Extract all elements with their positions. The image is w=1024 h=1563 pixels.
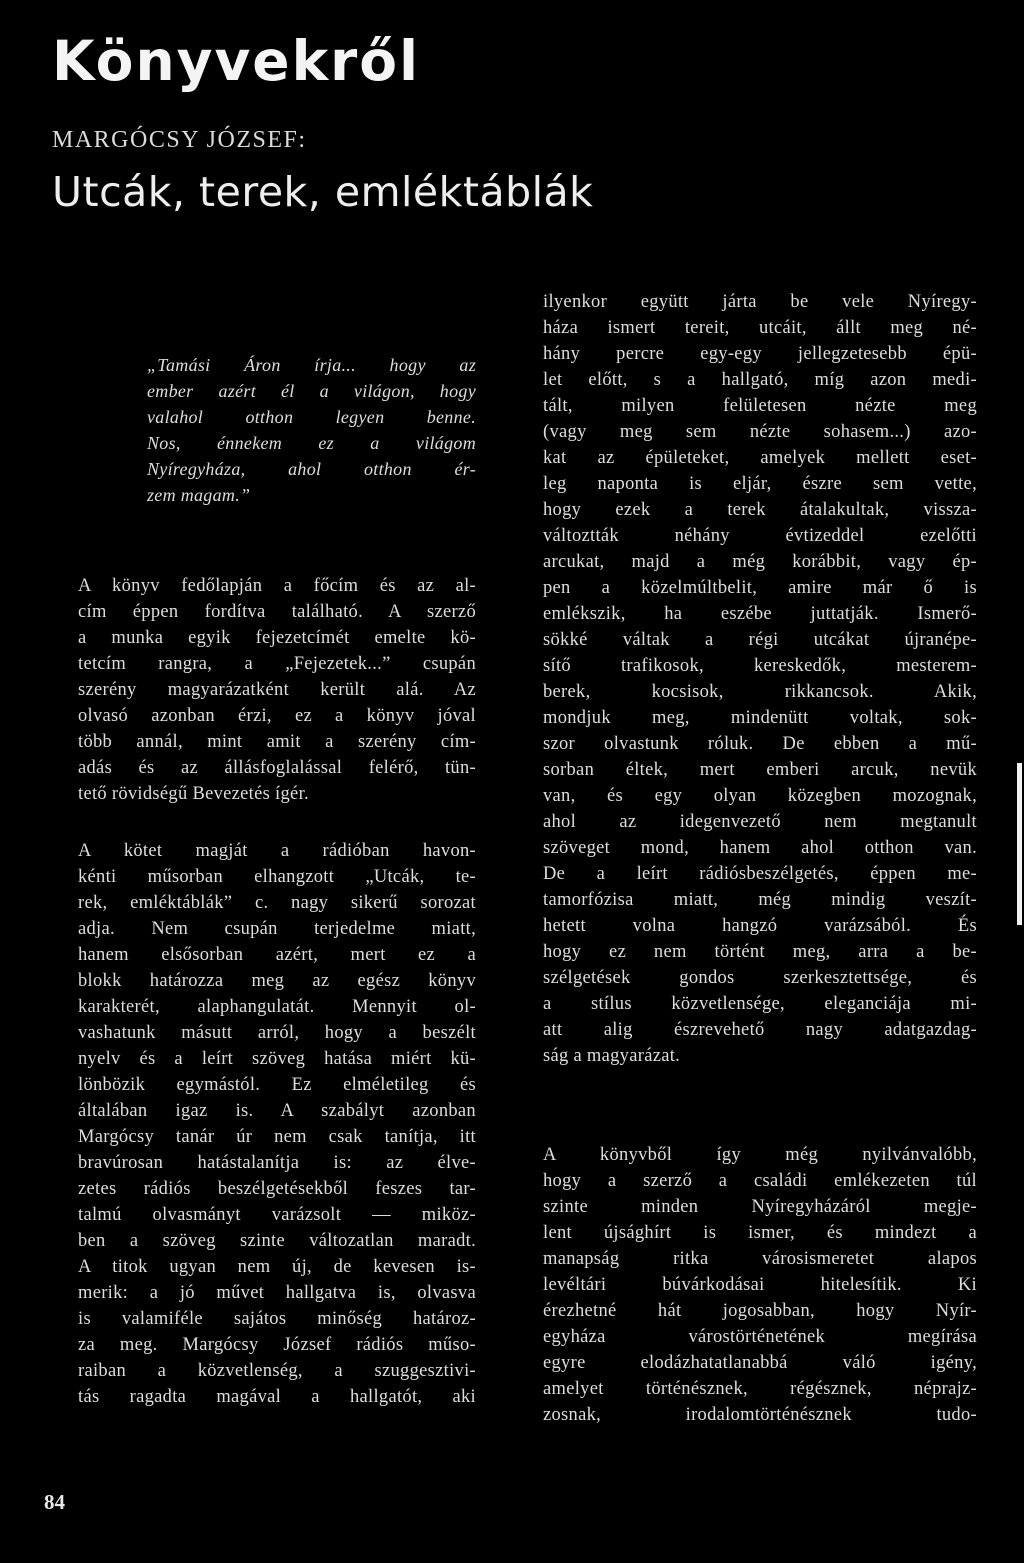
text-line: több annál, mint amit a szerény cím- xyxy=(78,732,476,752)
text-line: szinte minden Nyíregyházáról megje- xyxy=(543,1197,977,1217)
text-line: tált, milyen felületesen nézte meg xyxy=(543,396,977,416)
text-line: talmú olvasmányt varázsolt — miköz- xyxy=(78,1205,476,1225)
text-line: A kötet magját a rádióban havon- xyxy=(78,841,476,861)
text-line: olvasó azonban érzi, ez a könyv jóval xyxy=(78,706,476,726)
text-line: szor olvastunk róluk. De ebben a mű- xyxy=(543,734,977,754)
text-line: A titok ugyan nem új, de kevesen is- xyxy=(78,1257,476,1277)
text-line: egyháza várostörténetének megírása xyxy=(543,1327,977,1347)
text-line: (vagy meg sem nézte sohasem...) azo- xyxy=(543,422,977,442)
text-line: háza ismert tereit, utcáit, állt meg né- xyxy=(543,318,977,338)
left-paragraph-2 xyxy=(78,838,476,1410)
text-line: szerény magyarázatként került alá. Az xyxy=(78,680,476,700)
text-line: ság a magyarázat. xyxy=(543,1046,681,1066)
quote-line: Nyíregyháza, ahol otthon ér- xyxy=(147,459,476,479)
text-line: vashatunk másutt arról, hogy a beszélt xyxy=(78,1023,476,1043)
text-line: arcukat, majd a még korábbit, vagy ép- xyxy=(543,552,977,572)
text-line: tás ragadta magával a hallgatót, aki xyxy=(78,1387,476,1407)
text-line: A könyv fedőlapján a főcím és az al- xyxy=(78,576,476,596)
margin-rule xyxy=(1017,763,1022,925)
text-line: is valamiféle sajátos minőség határoz- xyxy=(78,1309,476,1329)
text-line: emlékszik, ha eszébe juttatják. Ismerő- xyxy=(543,604,977,624)
text-line: mondjuk meg, mindenütt voltak, sok- xyxy=(543,708,977,728)
right-column xyxy=(543,289,977,1425)
epigraph-quote xyxy=(147,352,476,508)
text-line: adás és az állásfoglalással felérő, tün- xyxy=(78,758,476,778)
text-line: att alig észrevehető nagy adatgazdag- xyxy=(543,1020,977,1040)
text-line: lent újsághírt is ismer, és mindezt a xyxy=(543,1223,977,1243)
text-line: A könyvből így még nyilvánvalóbb, xyxy=(543,1145,977,1165)
text-line: általában igaz is. A szabályt azonban xyxy=(78,1101,476,1121)
text-line: blokk határozza meg az egész könyv xyxy=(78,971,476,991)
text-line: ben a szöveg szinte változatlan maradt. xyxy=(78,1231,476,1251)
text-line: let előtt, s a hallgató, míg azon medi- xyxy=(543,370,977,390)
text-line: Margócsy tanár úr nem csak tanítja, itt xyxy=(78,1127,476,1147)
quote-line: „Tamási Áron írja... hogy az xyxy=(147,355,476,375)
text-line: merik: a jó művet hallgatva is, olvasva xyxy=(78,1283,476,1303)
quote-line: valahol otthon legyen benne. xyxy=(147,407,476,427)
right-paragraph-1 xyxy=(543,289,977,1069)
text-line: a munka egyik fejezetcímét emelte kö- xyxy=(78,628,476,648)
quote-line: ember azért él a világon, hogy xyxy=(147,381,476,401)
text-line: tamorfózisa miatt, még mindig veszít- xyxy=(543,890,977,910)
text-line: sorban éltek, mert emberi arcuk, nevük xyxy=(543,760,977,780)
text-line: pen a közelmúltbelit, amire már ő is xyxy=(543,578,977,598)
text-line: hetett volna hangzó varázsából. És xyxy=(543,916,977,936)
text-line: szélgetések gondos szerkesztettsége, és xyxy=(543,968,977,988)
text-line: adja. Nem csupán terjedelme miatt, xyxy=(78,919,476,939)
text-line: sökké váltak a régi utcákat újranépe- xyxy=(543,630,977,650)
text-line: a stílus közvetlensége, eleganciája mi- xyxy=(543,994,977,1014)
text-line: sítő trafikosok, kereskedők, mesterem- xyxy=(543,656,977,676)
text-line: hány percre egy-egy jellegzetesebb épü- xyxy=(543,344,977,364)
text-line: levéltári búvárkodásai hitelesítik. Ki xyxy=(543,1275,977,1295)
right-paragraph-2 xyxy=(543,1142,977,1428)
text-line: bravúrosan hatástalanítja is: az élve- xyxy=(78,1153,476,1173)
text-line: karakterét, alaphangulatát. Mennyit ol- xyxy=(78,997,476,1017)
text-line: hogy a szerző a családi emlékezeten túl xyxy=(543,1171,977,1191)
text-line: raiban a közvetlenség, a szuggesztivi- xyxy=(78,1361,476,1381)
text-line: egyre elodázhatatlanabbá váló igény, xyxy=(543,1353,977,1373)
text-line: manapság ritka városismeretet alapos xyxy=(543,1249,977,1269)
text-line: leg naponta is eljár, észre sem vette, xyxy=(543,474,977,494)
text-line: De a leírt rádiósbeszélgetés, éppen me- xyxy=(543,864,977,884)
text-line: ilyenkor együtt járta be vele Nyíregy- xyxy=(543,292,977,312)
text-line: tető rövidségű Bevezetés ígér. xyxy=(78,784,309,804)
text-line: zosnak, irodalomtörténésznek tudo- xyxy=(543,1405,977,1425)
text-line: rek, emléktáblák” c. nagy sikerű sorozat xyxy=(78,893,476,913)
text-line: szöveget mond, hanem ahol otthon van. xyxy=(543,838,977,858)
quote-line: Nos, énnekem ez a világom xyxy=(147,433,476,453)
page-number: 84 xyxy=(44,1490,65,1514)
text-line: hogy ezek a terek átalakultak, vissza- xyxy=(543,500,977,520)
text-line: kat az épületeket, amelyek mellett eset- xyxy=(543,448,977,468)
book-title: Utcák, terek, emléktáblák xyxy=(52,168,594,216)
text-line: változtták néhány évtizeddel ezelőtti xyxy=(543,526,977,546)
text-line: hanem elsősorban azért, mert ez a xyxy=(78,945,476,965)
text-line: za meg. Margócsy József rádiós műso- xyxy=(78,1335,476,1355)
text-line: van, és egy olyan közegben mozognak, xyxy=(543,786,977,806)
text-line: zetes rádiós beszélgetésekből feszes tar- xyxy=(78,1179,476,1199)
text-line: amelyet történésznek, régésznek, néprajz- xyxy=(543,1379,977,1399)
text-line: kénti műsorban elhangzott „Utcák, te- xyxy=(78,867,476,887)
text-line: nyelv és a leírt szöveg hatása miért kü- xyxy=(78,1049,476,1069)
text-line: ahol az idegenvezető nem megtanult xyxy=(543,812,977,832)
text-line: érezhetné hát jogosabban, hogy Nyír- xyxy=(543,1301,977,1321)
text-line: hogy ez nem történt meg, arra a be- xyxy=(543,942,977,962)
quote-line: zem magam.” xyxy=(147,485,251,505)
text-line: tetcím rangra, a „Fejezetek...” csupán xyxy=(78,654,476,674)
text-line: lönbözik egymástól. Ez elméletileg és xyxy=(78,1075,476,1095)
author-name: MARGÓCSY JÓZSEF: xyxy=(52,127,307,153)
text-line: cím éppen fordítva található. A szerző xyxy=(78,602,476,622)
text-line: berek, kocsisok, rikkancsok. Akik, xyxy=(543,682,977,702)
section-title: Könyvekről xyxy=(52,29,420,93)
left-paragraph-1 xyxy=(78,573,476,807)
